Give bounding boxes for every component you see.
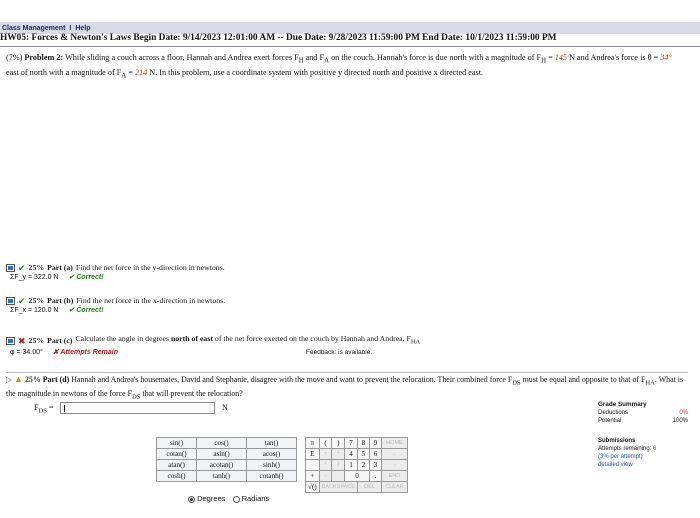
warning-icon: ▲	[14, 374, 23, 384]
key-cotanh[interactable]: cotanh()	[247, 471, 297, 482]
per-attempt: (3% per attempt)	[598, 454, 643, 460]
fa-eq: =	[126, 67, 135, 77]
deductions-label: Deductions	[598, 410, 629, 416]
key-acos[interactable]: acos()	[247, 449, 297, 460]
key-sinh[interactable]: sinh()	[247, 460, 297, 471]
key-cosh[interactable]: cosh()	[157, 471, 197, 482]
part-c-status-text: Attempts Remain	[60, 348, 118, 356]
grade-title: Grade Summary	[598, 401, 647, 408]
part-b-status	[69, 306, 104, 316]
key-minus-icon[interactable]: -	[319, 471, 332, 482]
deductions-value: 0%	[679, 410, 688, 416]
part-a-pct: 25%	[28, 263, 45, 272]
part-c-question-bold: north of east	[169, 334, 213, 343]
answer-label-f: F	[34, 403, 39, 412]
answer-input[interactable]	[60, 402, 215, 414]
part-d-label: Part (d)	[42, 375, 70, 384]
key-open-paren[interactable]: (	[319, 438, 332, 449]
key-pi[interactable]: π	[306, 438, 320, 449]
theta-value: 34°	[660, 53, 672, 62]
key-8[interactable]: 8	[357, 438, 369, 449]
part-a-label: Part (a)	[47, 263, 73, 272]
assignment-title: HW05: Forces & Newton's Laws Begin Date: 9/14/2023 12:01:00 AM -- Due Date: 9/28/2023 11:59:00 PM End Date: 10/1/2023 11:59:00 PM	[0, 33, 557, 43]
key-cos[interactable]: cos()	[197, 438, 247, 449]
radians-radio[interactable]	[233, 496, 240, 503]
expand-arrow-icon[interactable]: ▷	[6, 375, 15, 384]
key-divide-icon[interactable]: /	[332, 460, 345, 471]
fa-value: 214	[134, 67, 148, 77]
problem-text-c: on the couch. Hannah's force is due north with a magnitude of	[329, 53, 535, 62]
fh-sub: H	[541, 57, 547, 65]
part-c-question	[75, 334, 420, 348]
part-d-sub2: HA	[645, 379, 655, 387]
key-multiply-icon[interactable]: *	[319, 460, 332, 471]
key-tanh[interactable]: tanh()	[197, 471, 247, 482]
key-home[interactable]: HOME	[381, 438, 407, 449]
problem-text-e: N. In this problem, use a coordinate system with positive y directed north and positive x directed east.	[147, 67, 484, 77]
part-c-question-a: Calculate the angle in degrees	[75, 334, 169, 343]
part-d-question-a: Hannah and Andrea's housemates, David and Stephanie, disagree with the move and want to prevent the relocation. Their combined force F	[71, 375, 513, 384]
part-c-sub: HA	[410, 338, 421, 346]
key-blank-2[interactable]	[332, 471, 345, 482]
fh-label: F	[536, 53, 542, 62]
part-b-toggle-icon[interactable]	[6, 297, 15, 305]
sub-h: H	[298, 57, 304, 65]
key-del[interactable]: DEL	[357, 482, 381, 493]
part-c-pct: 25%	[28, 335, 45, 345]
part-d-sub1: DS	[512, 379, 521, 387]
degrees-label: Degrees	[197, 494, 226, 503]
key-atan[interactable]: atan()	[157, 460, 197, 471]
key-close-paren[interactable]: )	[332, 438, 345, 449]
fh-value: 145	[554, 53, 568, 62]
part-b-answer: ΣF_x = 120.0 N	[10, 307, 59, 314]
part-a-status	[69, 273, 104, 283]
key-6[interactable]: 6	[369, 449, 381, 460]
problem-text-b: and F	[303, 53, 325, 62]
grade-summary	[598, 401, 688, 469]
problem-text-d: east of north with a magnitude of F	[6, 67, 122, 77]
key-left-arrow-icon[interactable]: ←	[381, 449, 407, 460]
submissions-title: Submissions	[598, 438, 636, 444]
part-c-answer: φ = 34.00°	[10, 348, 43, 356]
detailed-view-link[interactable]: detailed view	[598, 462, 633, 468]
part-a-toggle-icon[interactable]	[6, 264, 15, 272]
key-sqrt[interactable]: √()	[306, 482, 320, 493]
part-d-question-d: that will prevent the relocation?	[140, 389, 243, 399]
part-d	[6, 374, 690, 403]
attempts-value: 6	[653, 446, 657, 452]
key-backspace[interactable]: BACKSPACE	[319, 482, 357, 493]
check-icon: ✔	[68, 307, 77, 314]
key-3[interactable]: 3	[369, 460, 381, 471]
part-c-question-b: of the net force exerted on the couch by Hannah and Andrea, F	[212, 334, 411, 343]
part-c-status	[53, 348, 118, 358]
key-acotan[interactable]: acotan()	[197, 460, 247, 471]
key-asin[interactable]: asin()	[197, 449, 247, 460]
part-a-status-text: Correct!	[76, 274, 104, 281]
check-icon: ✔	[68, 274, 77, 281]
key-sin[interactable]: sin()	[157, 438, 197, 449]
part-b	[6, 296, 225, 316]
answer-label-eq: =	[46, 403, 54, 412]
problem-text-a: While sliding a couch across a floor, Hannah and Andrea exert forces F	[65, 53, 299, 62]
key-clear[interactable]: CLEAR	[381, 482, 407, 493]
check-icon: ✔	[18, 296, 26, 306]
part-c-label: Part (c)	[47, 335, 73, 345]
attempts-label: Attempts remaining:	[598, 446, 652, 452]
key-cotan[interactable]: cotan()	[157, 449, 197, 460]
key-1[interactable]: 1	[345, 460, 358, 471]
part-d-pct: 25%	[24, 375, 41, 384]
attempts-remaining	[598, 445, 688, 453]
key-e[interactable]: E	[306, 449, 320, 460]
x-icon: ✖	[18, 335, 26, 346]
part-c-toggle-icon[interactable]	[6, 337, 15, 345]
key-blank[interactable]	[306, 460, 320, 471]
answer-label	[34, 403, 53, 415]
problem-statement	[6, 52, 686, 81]
part-b-status-text: Correct!	[76, 307, 104, 314]
key-9[interactable]: 9	[369, 438, 381, 449]
x-icon: ✘	[52, 348, 61, 356]
menu-class-management[interactable]: Class Management	[2, 24, 66, 32]
key-up-arrow-icon[interactable]: ↑	[319, 449, 332, 460]
part-b-label: Part (b)	[47, 296, 74, 305]
key-plus[interactable]: +	[306, 471, 320, 482]
key-up-caret-icon[interactable]: ^	[332, 449, 345, 460]
menu-help[interactable]: Help	[75, 24, 91, 32]
key-end[interactable]: END	[381, 471, 407, 482]
key-5[interactable]: 5	[357, 449, 369, 460]
part-a-answer: ΣF_y = 322.0 N	[10, 274, 59, 281]
radians-label: Radians	[241, 494, 270, 503]
check-icon: ✔	[18, 263, 26, 273]
part-d-question-c: . What is the magnitude in newtons of the force F	[6, 375, 684, 399]
potential-label: Potential	[598, 418, 622, 424]
fh-eq: =	[546, 53, 555, 62]
part-b-pct: 25%	[28, 296, 45, 305]
part-a	[6, 263, 225, 283]
key-right-arrow-icon[interactable]: →	[381, 460, 407, 471]
potential-value: 100%	[672, 418, 688, 424]
part-c	[6, 334, 686, 358]
part-d-question-b: must be equal and opposite to that of F	[520, 375, 646, 384]
fh-unit: N and Andrea's force is θ =	[567, 53, 661, 62]
key-dot[interactable]: .	[369, 471, 381, 482]
part-b-question: Find the net force in the x-direction in newtons.	[76, 296, 226, 305]
key-tan[interactable]: tan()	[247, 438, 297, 449]
problem-label: Problem 2:	[24, 53, 64, 62]
part-d-sub3: DS	[132, 393, 141, 401]
key-0[interactable]: 0	[345, 471, 370, 482]
fa-sub: A	[121, 72, 127, 80]
answer-unit: N	[222, 403, 228, 412]
feedback-link[interactable]: Feedback: is available.	[306, 348, 373, 356]
divider	[0, 46, 700, 47]
answer-label-sub: DS	[38, 407, 47, 415]
number-keypad	[305, 437, 408, 493]
degrees-radio[interactable]	[188, 496, 195, 503]
menu-separator: I	[69, 24, 72, 32]
problem-weight: (7%)	[6, 53, 23, 62]
sub-a: A	[324, 57, 330, 65]
key-4[interactable]: 4	[345, 449, 358, 460]
key-7[interactable]: 7	[345, 438, 358, 449]
key-2[interactable]: 2	[357, 460, 369, 471]
function-keypad	[156, 437, 297, 482]
part-a-question: Find the net force in the y-direction in newtons.	[75, 263, 225, 272]
angle-mode	[188, 494, 269, 503]
